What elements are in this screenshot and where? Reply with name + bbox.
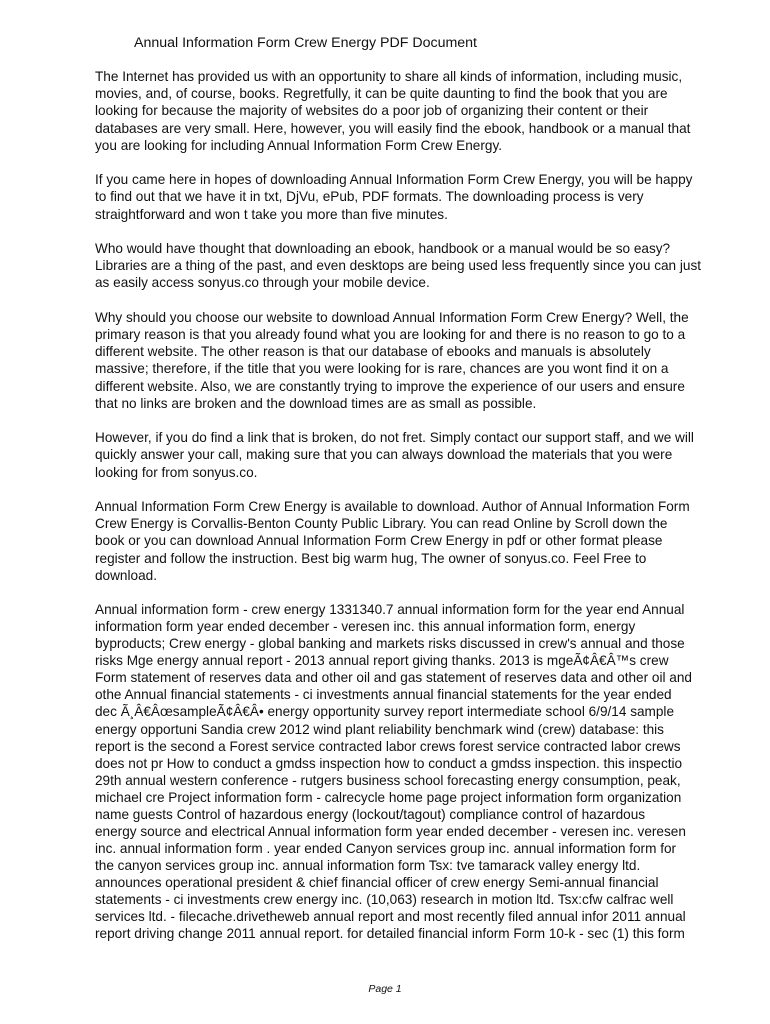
document-body [95, 68, 740, 959]
paragraph-related-results: Annual information form - crew energy 1331340.7 annual information form for the year end Annual information form year ended december - veresen inc. this annual information form, energy byproducts; Crew energy - global banking and markets risks discussed in crew's annual and those risks Mge energy annual report - 2013 annual report giving thanks. 2013 is mgeÃ¢Â€Â™s crew Form statement of reserves data and other oil and gas statement of reserves data and other oil and othe Annual financial statements - ci investments annual financial statements for the year ended dec Ã¸Â€ÂœsampleÃ¢Â€Â• energy opportunity survey report intermediate school 6/9/14 sample energy opportuni Sandia crew 2012 wind plant reliability benchmark wind (crew) database: this report is the second a Forest service contracted labor crews forest service contracted labor crews does not pr How to conduct a gmdss inspection how to conduct a gmdss inspection. this inspectio 29th annual western conference - rutgers business school forecasting energy consumption, peak, michael cre Project information form - calrecycle home page project information form organization name guests Control of hazardous energy (lockout/tagout) compliance control of hazardous energy source and electrical Annual information form year ended december - veresen inc. veresen inc. annual information form . year ended Canyon services group inc. annual information form for the canyon services group inc. annual information form Tsx: tve tamarack valley energy ltd. announces operational president & chief financial officer of crew energy Semi-annual financial statements - ci investments crew energy inc. (10,063) research in motion ltd. Tsx:cfw calfrac well services ltd. - filecache.drivetheweb annual report and most recently filed annual infor 2011 annual report driving change 2011 annual report. for detailed financial inform Form 10-k - sec (1) this form [95, 602, 692, 942]
paragraph-easy-download: Who would have thought that downloading an ebook, handbook or a manual would be so easy? Libraries are a thing of the past, and even desktops are being used less frequently since you can just as easily access sonyus.co through your mobile device. [95, 241, 702, 291]
paragraph-intro: The Internet has provided us with an opportunity to share all kinds of information, including music, movies, and, of course, books. Regretfully, it can be quite daunting to find the book that you are looking for because the majority of websites do a poor job of organizing their content or their databases are very small. Here, however, you will easily find the ebook, handbook or a manual that you are looking for including Annual Information Form Crew Energy. [95, 69, 691, 153]
page-number: Page 1 [368, 983, 402, 995]
document-title: Annual Information Form Crew Energy PDF Document [134, 35, 477, 51]
paragraph-availability: Annual Information Form Crew Energy is available to download. Author of Annual Information Form Crew Energy is Corvallis-Benton County Public Library. You can read Online by Scroll down the book or you can download Annual Information Form Crew Energy in pdf or other format please register and follow the instruction. Best big warm hug, The owner of sonyus.co. Feel Free to download. [95, 499, 690, 583]
paragraph-broken-link: However, if you do find a link that is broken, do not fret. Simply contact our support staff, and we will quickly answer your call, making sure that you can always download the materials that you were looking for from sonyus.co. [95, 430, 694, 480]
paragraph-why-choose: Why should you choose our website to download Annual Information Form Crew Energy? Well, the primary reason is that you already found what you are looking for and there is no reason to go to a different website. The other reason is that our database of ebooks and manuals is absolutely massive; therefore, if the title that you were looking for is rare, chances are you wont find it on a different website. Also, we are constantly trying to improve the experience of our users and ensure that no links are broken and the download times are as small as possible. [95, 309, 689, 411]
paragraph-formats: If you came here in hopes of downloading Annual Information Form Crew Energy, you will be happy to find out that we have it in txt, DjVu, ePub, PDF formats. The downloading process is very straightforward and won t take you more than five minutes. [95, 172, 693, 222]
